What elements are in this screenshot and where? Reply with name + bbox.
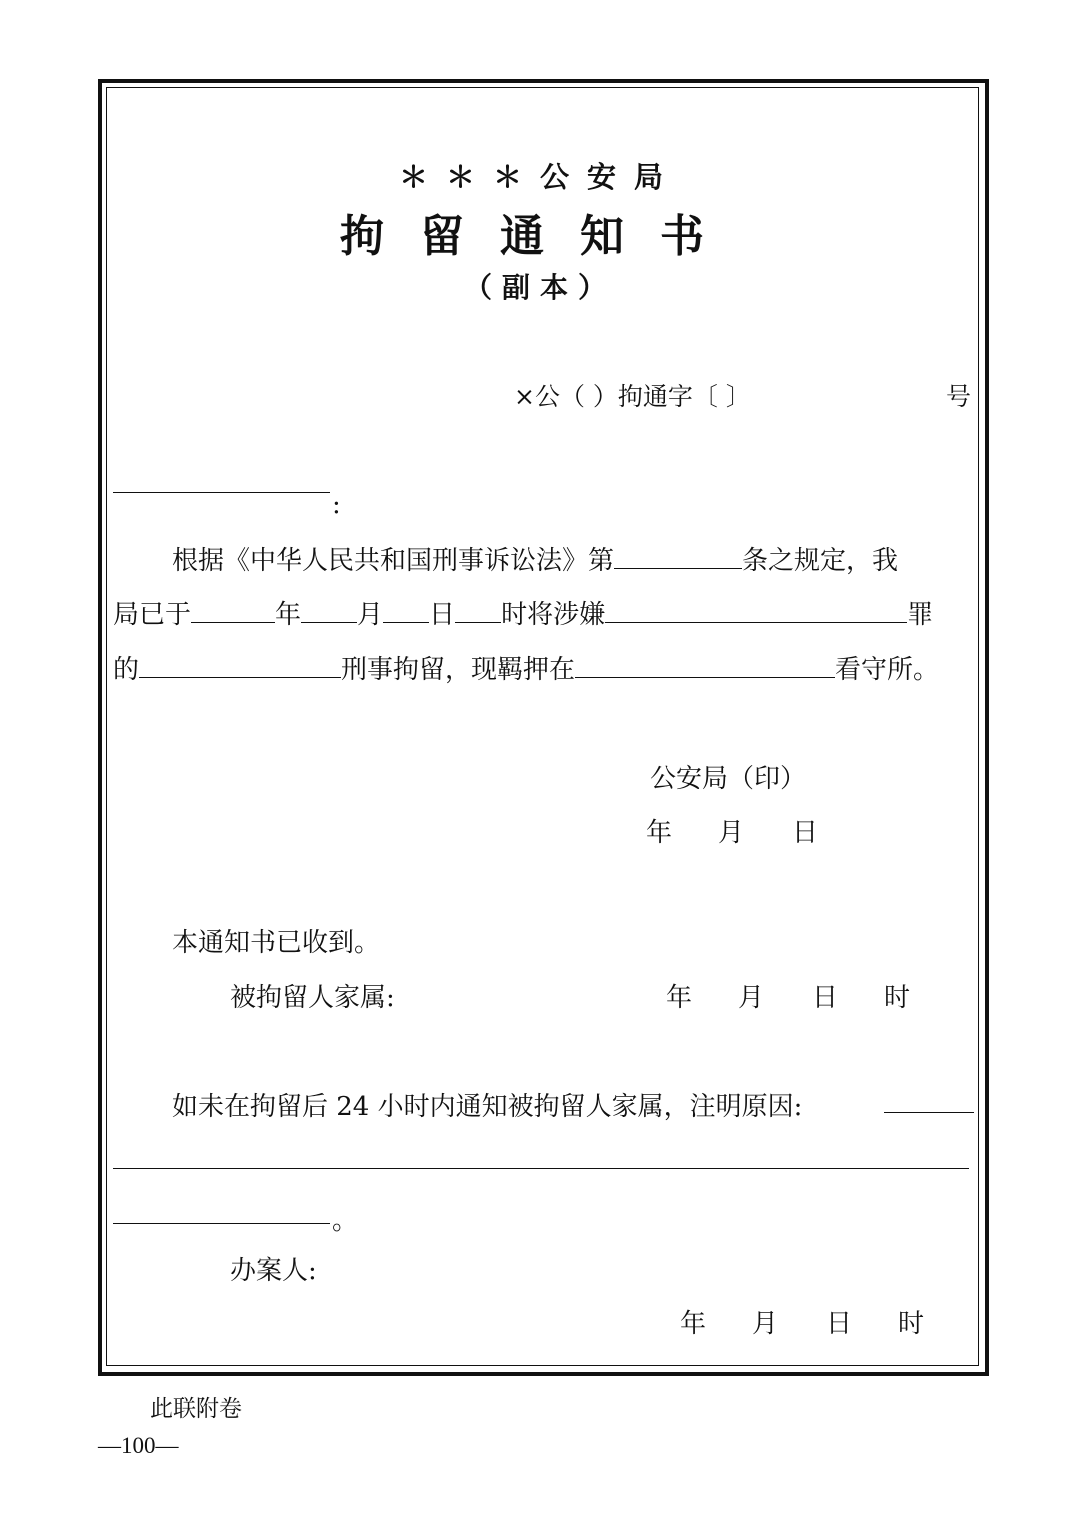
body-line-2 xyxy=(113,594,933,631)
crime-blank[interactable] xyxy=(605,598,907,623)
signature-date xyxy=(646,812,818,849)
handler-month: 月 xyxy=(752,1309,779,1339)
body-l1-text-a: 根据《中华人民共和国刑事诉讼法》第 xyxy=(172,546,615,576)
document-number-prefix: ×公（ ）拘通字〔 〕 xyxy=(514,382,751,411)
reason-blank-1[interactable] xyxy=(884,1112,974,1113)
body-l2-day: 日 xyxy=(429,600,456,630)
document-number-suffix: 号 xyxy=(946,382,972,411)
signature-month: 月 xyxy=(718,818,745,848)
month-blank[interactable] xyxy=(301,598,357,623)
body-line-1 xyxy=(172,540,898,577)
body-l3-text-c: 看守所。 xyxy=(835,655,940,685)
reason-blank-3[interactable] xyxy=(113,1223,330,1224)
body-l1-text-b: 条之规定，我 xyxy=(742,546,899,576)
detention-center-blank[interactable] xyxy=(575,653,835,678)
receipt-text: 本通知书已收到。 xyxy=(172,928,381,958)
seal-label: 公安局（印） xyxy=(650,764,807,794)
document-title: 拘留通知书 xyxy=(340,211,740,262)
recipient-blank[interactable] xyxy=(113,492,330,493)
body-l2-crime: 罪 xyxy=(907,600,934,630)
receipt-day: 日 xyxy=(812,983,839,1013)
article-blank[interactable] xyxy=(614,544,742,569)
document-number xyxy=(514,377,972,413)
family-label: 被拘留人家属: xyxy=(230,983,395,1013)
signature-year: 年 xyxy=(646,818,673,848)
copy-label: （副本） xyxy=(463,271,616,304)
body-l2-month: 月 xyxy=(357,600,384,630)
reason-end-mark: 。 xyxy=(332,1206,359,1236)
receipt-year: 年 xyxy=(666,983,693,1013)
agency-name: ＊＊＊公安局 xyxy=(398,160,681,194)
handler-label: 办案人: xyxy=(230,1256,317,1286)
attach-note: 此联附卷 xyxy=(150,1396,242,1422)
reason-blank-2[interactable] xyxy=(113,1168,969,1169)
body-l3-text-b: 刑事拘留，现羁押在 xyxy=(341,655,576,685)
handler-year: 年 xyxy=(680,1309,707,1339)
body-l2-text-b: 时将涉嫌 xyxy=(501,600,606,630)
year-blank[interactable] xyxy=(191,598,275,623)
signature-day: 日 xyxy=(792,818,819,848)
detainee-name-blank[interactable] xyxy=(139,653,341,678)
receipt-month: 月 xyxy=(738,983,765,1013)
body-l2-year: 年 xyxy=(275,600,302,630)
recipient-colon: : xyxy=(332,490,341,520)
handler-date xyxy=(680,1303,924,1340)
day-blank[interactable] xyxy=(383,598,429,623)
handler-day: 日 xyxy=(826,1309,853,1339)
receipt-date xyxy=(666,977,910,1014)
notice-text: 如未在拘留后 24 小时内通知被拘留人家属，注明原因: xyxy=(172,1092,803,1122)
body-l2-text-a: 局已于 xyxy=(113,600,192,630)
page-number: —100— xyxy=(98,1433,179,1458)
body-l3-text-a: 的 xyxy=(113,655,140,685)
body-line-3 xyxy=(113,649,939,686)
receipt-hour: 时 xyxy=(884,983,911,1013)
handler-hour: 时 xyxy=(898,1309,925,1339)
hour-blank[interactable] xyxy=(455,598,501,623)
